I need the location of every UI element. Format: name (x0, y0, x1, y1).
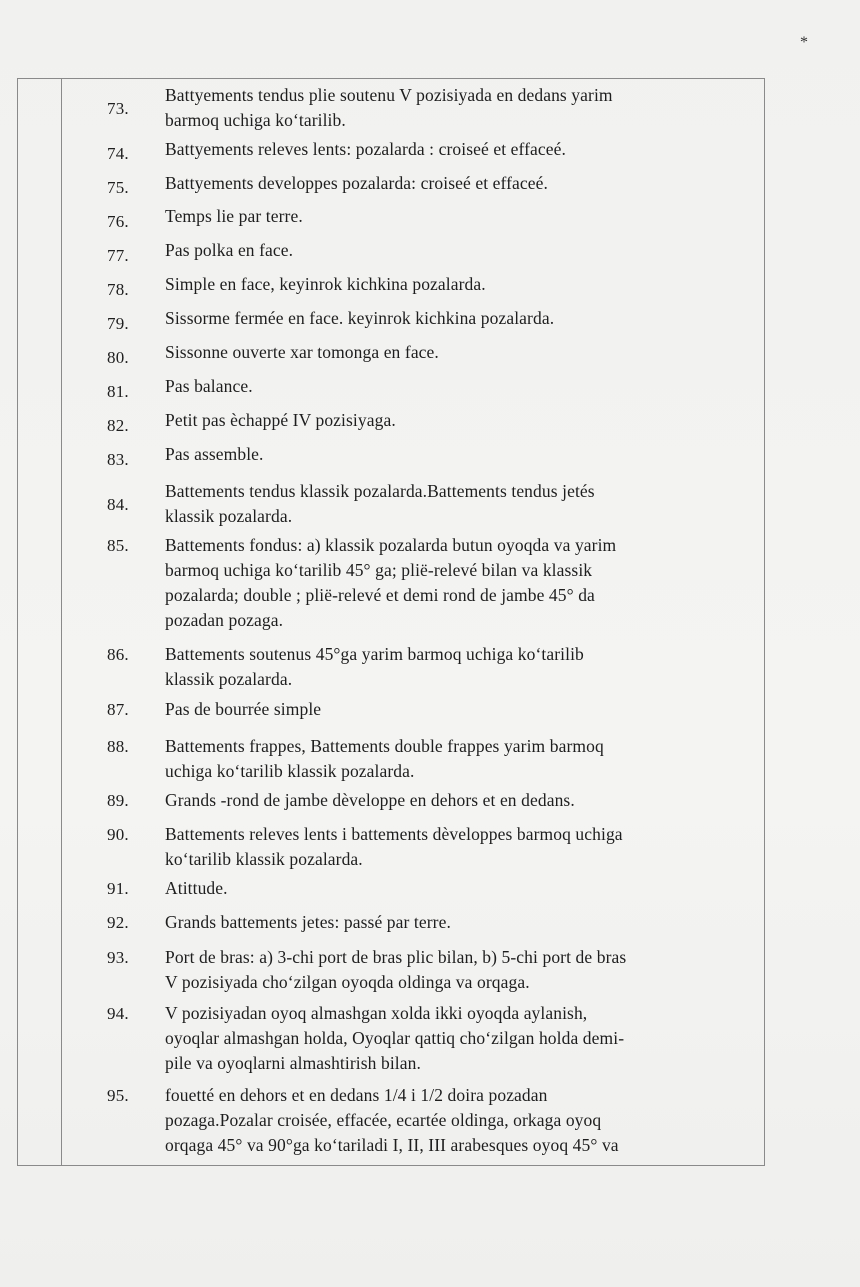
row-text-line: pozadan pozaga. (165, 610, 284, 630)
row-text (165, 238, 725, 263)
row-text-line: pozalarda; double ; pliё-relevé et demi rond de jambe 45° da (165, 585, 595, 605)
row-text (165, 137, 725, 162)
row-number: 74. (107, 144, 129, 163)
row-number: 73. (107, 99, 129, 118)
row-text-line: Simple en face, keyinrok kichkina pozalarda. (165, 274, 486, 294)
row-text (165, 83, 725, 133)
row-text (165, 306, 725, 331)
row-number: 93. (107, 948, 129, 967)
row-text-line: Sissorme fermée en face. keyinrok kichkina pozalarda. (165, 308, 555, 328)
row-number: 84. (107, 495, 129, 514)
row-text-line: orqaga 45° va 90°ga ko‘tariladi I, II, III arabesques oyoq 45° va (165, 1135, 619, 1155)
row-text (165, 204, 725, 229)
row-text-line: Battements tendus klassik pozalarda.Battements tendus jetés (165, 481, 595, 501)
row-text (165, 734, 725, 784)
row-number: 83. (107, 450, 129, 469)
row-text-line: Atittude. (165, 878, 228, 898)
row-number: 95. (107, 1086, 129, 1105)
row-text-line: klassik pozalarda. (165, 669, 293, 689)
row-text-line: oyoqlar almashgan holda, Oyoqlar qattiq cho‘zilgan holda demi- (165, 1028, 625, 1048)
row-text-line: Battements soutenus 45°ga yarim barmoq uchiga ko‘tarilib (165, 644, 584, 664)
row-number: 91. (107, 879, 129, 898)
row-text-line: ko‘tarilib klassik pozalarda. (165, 849, 363, 869)
row-text-line: Battyements releves lents: pozalarda : croiseé et effaceé. (165, 139, 566, 159)
row-text-line: Temps lie par terre. (165, 206, 303, 226)
row-text-line: Port de bras: a) 3-chi port de bras plic bilan, b) 5-chi port de bras (165, 947, 627, 967)
row-text (165, 408, 725, 433)
row-text (165, 945, 725, 995)
row-text (165, 442, 725, 467)
row-text (165, 272, 725, 297)
row-text (165, 171, 725, 196)
row-text (165, 374, 725, 399)
row-number: 78. (107, 280, 129, 299)
row-text (165, 533, 725, 633)
row-number: 79. (107, 314, 129, 333)
row-number: 89. (107, 791, 129, 810)
row-number: 90. (107, 825, 129, 844)
row-text (165, 1083, 725, 1158)
row-text-line: klassik pozalarda. (165, 506, 293, 526)
row-text (165, 822, 725, 872)
row-text-line: Grands battements jetes: passé par terre. (165, 912, 451, 932)
row-text-line: Sissonne ouverte xar tomonga en face. (165, 342, 439, 362)
row-text-line: V pozisiyadan oyoq almashgan xolda ikki oyoqda aylanish, (165, 1003, 588, 1023)
row-text-line: pozaga.Pozalar croisée, effacée, ecartée oldinga, orkaga oyoq (165, 1110, 602, 1130)
row-text-line: Pas de bourrée simple (165, 699, 322, 719)
row-text (165, 642, 725, 692)
row-text-line: barmoq uchiga ko‘tarilib 45° ga; pliё-relevé bilan va klassik (165, 560, 593, 580)
row-text (165, 1001, 725, 1076)
row-number: 77. (107, 246, 129, 265)
row-number: 82. (107, 416, 129, 435)
row-text-line: Petit pas èchappé IV pozisiyaga. (165, 410, 396, 430)
row-number: 88. (107, 737, 129, 756)
row-text-line: barmoq uchiga ko‘tarilib. (165, 110, 346, 130)
row-number: 94. (107, 1004, 129, 1023)
row-number: 85. (107, 536, 129, 555)
table-column-divider (61, 78, 62, 1166)
row-number: 75. (107, 178, 129, 197)
row-text-line: Battements releves lents i battements dèveloppes barmoq uchiga (165, 824, 623, 844)
row-text (165, 910, 725, 935)
row-text-line: Pas polka en face. (165, 240, 294, 260)
row-number: 86. (107, 645, 129, 664)
row-text (165, 479, 725, 529)
row-text (165, 876, 725, 901)
row-number: 92. (107, 913, 129, 932)
row-text (165, 340, 725, 365)
row-text-line: Battements fondus: a) klassik pozalarda butun oyoqda va yarim (165, 535, 617, 555)
row-text-line: V pozisiyada cho‘zilgan oyoqda oldinga va orqaga. (165, 972, 530, 992)
row-number: 80. (107, 348, 129, 367)
row-text-line: Battyements developpes pozalarda: croiseé et effaceé. (165, 173, 548, 193)
row-text (165, 788, 725, 813)
row-number: 87. (107, 700, 129, 719)
scan-speck: * (800, 34, 808, 51)
row-text-line: Grands -rond de jambe dèveloppe en dehors et en dedans. (165, 790, 575, 810)
row-text-line: Pas assemble. (165, 444, 264, 464)
row-number: 81. (107, 382, 129, 401)
row-text-line: uchiga ko‘tarilib klassik pozalarda. (165, 761, 415, 781)
row-text-line: pile va oyoqlarni almashtirish bilan. (165, 1053, 421, 1073)
row-text-line: Battements frappes, Battements double frappes yarim barmoq (165, 736, 604, 756)
row-text-line: Battyements tendus plie soutenu V pozisiyada en dedans yarim (165, 85, 613, 105)
row-text-line: Pas balance. (165, 376, 253, 396)
row-number: 76. (107, 212, 129, 231)
row-text (165, 697, 725, 722)
row-text-line: fouetté en dehors et en dedans 1/4 i 1/2 doira pozadan (165, 1085, 548, 1105)
